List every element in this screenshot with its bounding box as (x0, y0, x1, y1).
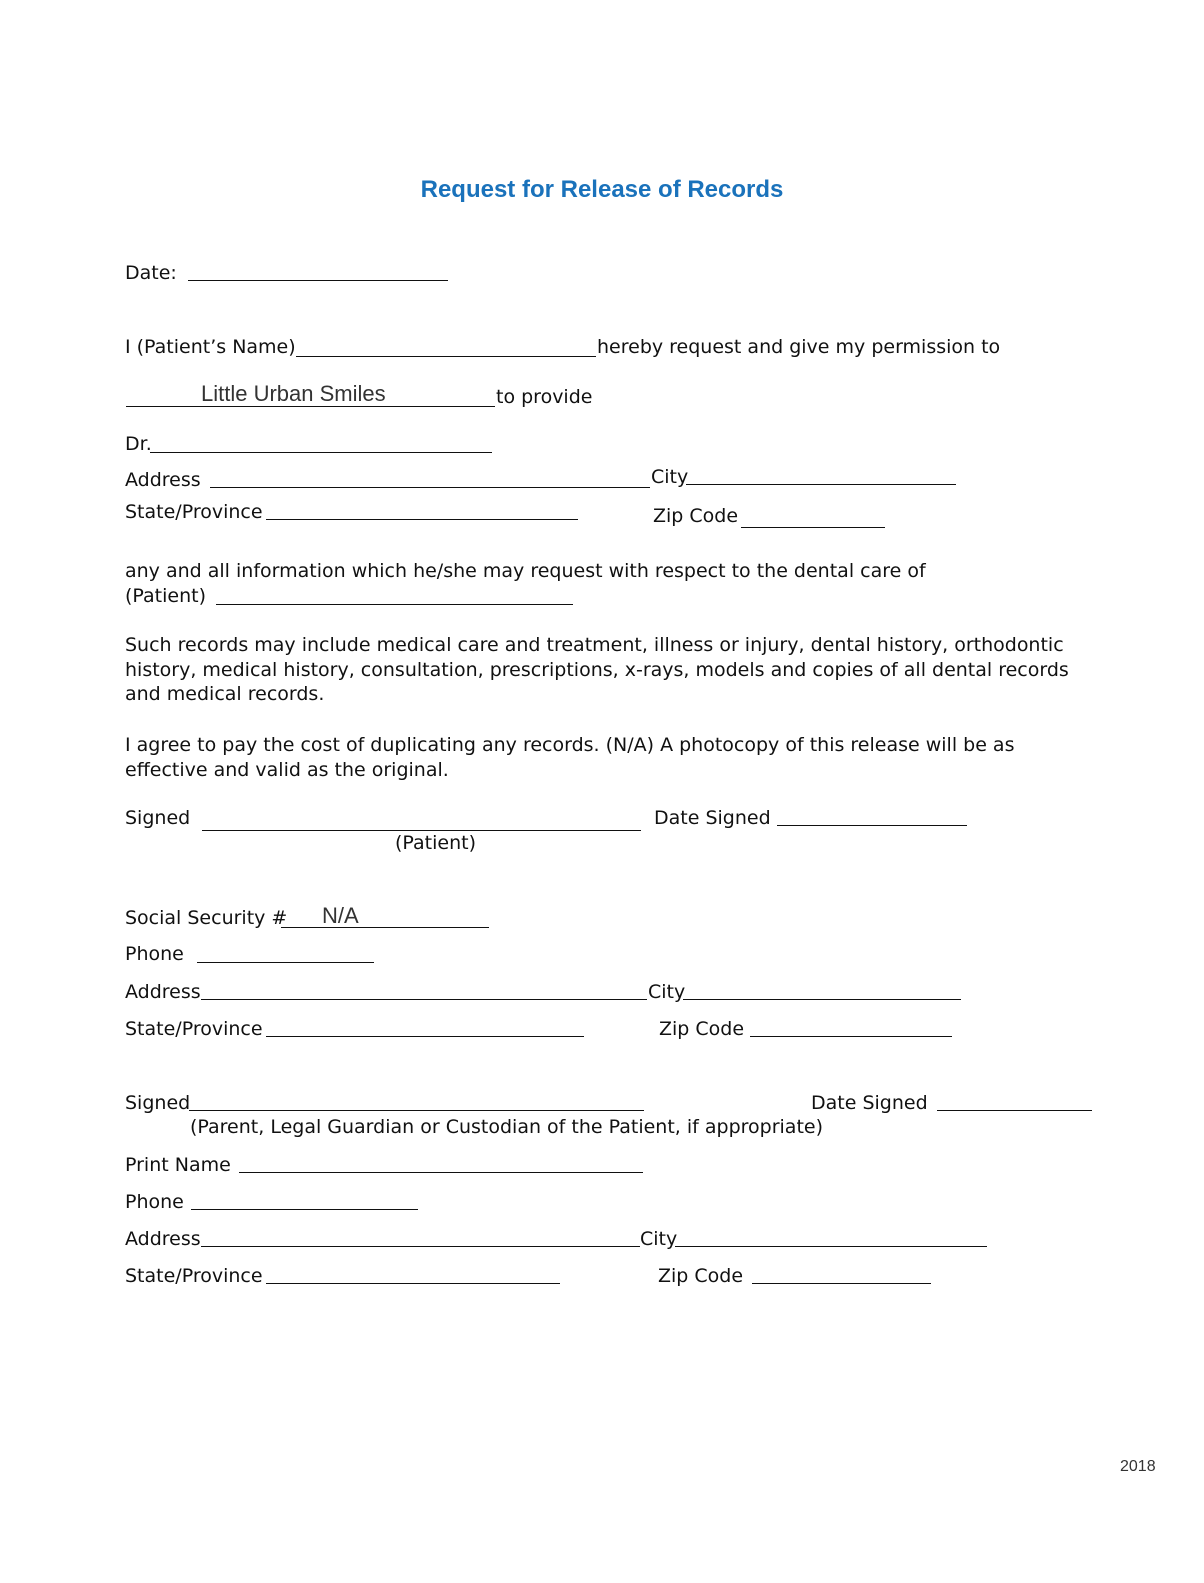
hereby-text: hereby request and give my permission to (597, 336, 1001, 358)
city-label: City (651, 466, 689, 488)
phone-label: Phone (125, 943, 184, 965)
guardian-signature-field[interactable] (189, 1110, 644, 1111)
patient-care-field[interactable] (216, 604, 573, 605)
city-field-3[interactable] (675, 1246, 987, 1247)
dr-field[interactable] (150, 452, 492, 453)
guardian-caption: (Parent, Legal Guardian or Custodian of the Patient, if appropriate) (190, 1116, 823, 1138)
records-paragraph: Such records may include medical care and treatment, illness or injury, dental history, orthodontic history, medical history, consultation, prescriptions, x-rays, models and copies of all dental records and medical records. (125, 634, 1069, 705)
date-signed-label: Date Signed (654, 807, 771, 829)
phone-label-3: Phone (125, 1191, 184, 1213)
date-signed-field[interactable] (777, 825, 967, 826)
patient-paren-label: (Patient) (125, 585, 206, 607)
city-label-2: City (648, 981, 686, 1003)
agree-paragraph: I agree to pay the cost of duplicating any records. (N/A) A photocopy of this release will be as effective and valid as the original. (125, 734, 1015, 781)
zip-field[interactable] (741, 527, 885, 528)
print-name-label: Print Name (125, 1154, 231, 1176)
any-all-text: any and all information which he/she may request with respect to the dental care of (125, 560, 926, 582)
address-label-3: Address (125, 1228, 201, 1250)
state-field-2[interactable] (266, 1036, 584, 1037)
guardian-date-signed-label: Date Signed (811, 1092, 928, 1114)
state-label-3: State/Province (125, 1265, 263, 1287)
dr-label: Dr. (125, 433, 152, 455)
city-label-3: City (640, 1228, 678, 1250)
state-label-2: State/Province (125, 1018, 263, 1040)
state-label: State/Province (125, 501, 263, 523)
form-title: Request for Release of Records (420, 176, 784, 203)
patient-caption: (Patient) (395, 832, 476, 854)
address-label: Address (125, 469, 201, 491)
address-field-3[interactable] (201, 1246, 640, 1247)
ssn-value: N/A (322, 903, 359, 928)
date-field[interactable] (188, 280, 448, 281)
zip-label-2: Zip Code (659, 1018, 745, 1040)
address-field-2[interactable] (201, 999, 647, 1000)
phone-field-3[interactable] (191, 1209, 418, 1210)
patient-name-label: I (Patient’s Name) (125, 336, 296, 358)
guardian-date-signed-field[interactable] (937, 1110, 1092, 1111)
zip-field-2[interactable] (750, 1036, 952, 1037)
phone-field[interactable] (197, 962, 374, 963)
address-label-2: Address (125, 981, 201, 1003)
ssn-field[interactable] (281, 927, 489, 928)
state-field[interactable] (266, 519, 578, 520)
city-field-2[interactable] (683, 999, 961, 1000)
to-provide-text: to provide (496, 386, 593, 408)
guardian-signed-label: Signed (125, 1092, 191, 1114)
city-field[interactable] (686, 484, 956, 485)
zip-field-3[interactable] (752, 1283, 931, 1284)
signed-label: Signed (125, 807, 191, 829)
date-label: Date: (125, 262, 177, 284)
address-field[interactable] (210, 487, 650, 488)
zip-label-3: Zip Code (658, 1265, 744, 1287)
footer-year: 2018 (1120, 1458, 1156, 1475)
provider-value: Little Urban Smiles (201, 381, 386, 406)
print-name-field[interactable] (239, 1172, 643, 1173)
zip-label: Zip Code (653, 505, 739, 527)
patient-name-field[interactable] (296, 356, 596, 357)
ssn-label: Social Security # (125, 907, 288, 929)
state-field-3[interactable] (266, 1283, 560, 1284)
